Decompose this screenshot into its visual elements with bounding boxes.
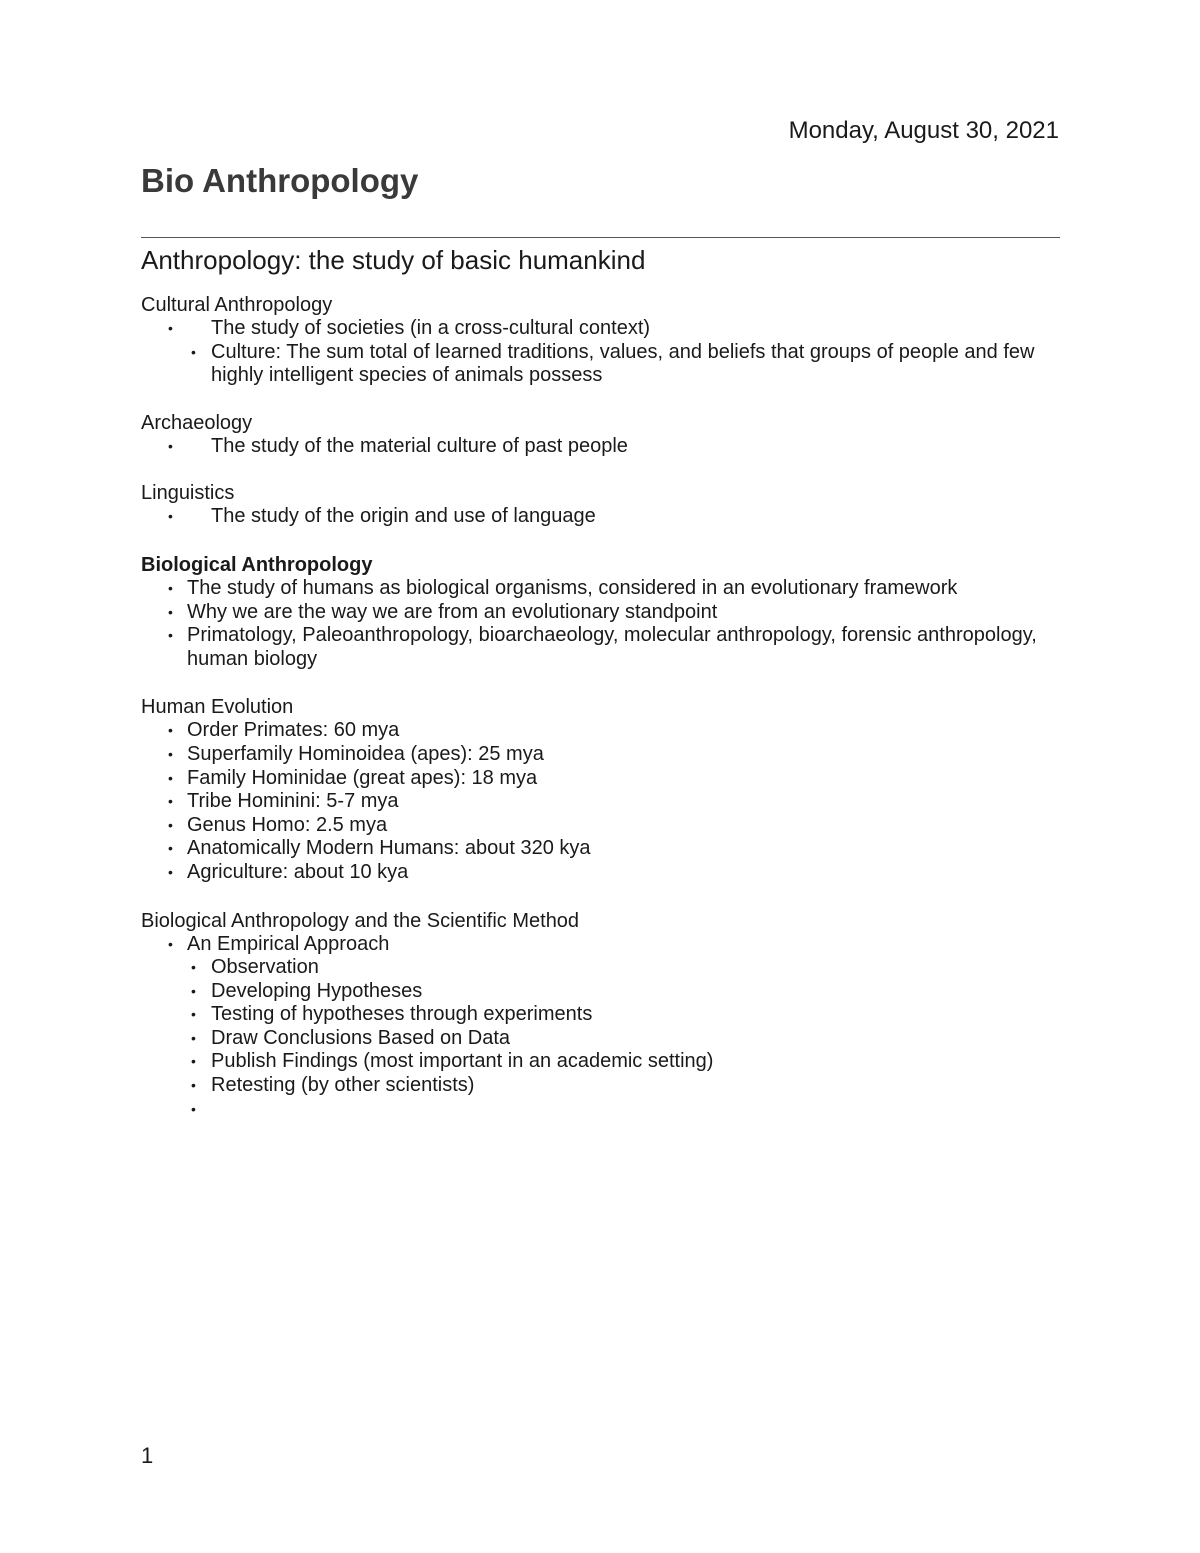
- bullet-icon: •: [191, 959, 196, 976]
- list-item: • The study of the origin and use of language: [168, 505, 596, 528]
- bullet-icon: •: [168, 508, 173, 525]
- bullet-icon: •: [168, 722, 173, 739]
- list-item-empty: [141, 1098, 1060, 1122]
- bullet-icon: •: [191, 982, 196, 999]
- section-title: Archaeology: [141, 411, 253, 434]
- bullet-icon: •: [191, 1077, 196, 1094]
- bullet-list: [141, 317, 1060, 388]
- document-title: Bio Anthropology: [141, 162, 419, 199]
- list-item: • The study of the material culture of past people: [168, 434, 628, 457]
- bullet-icon: •: [191, 1053, 196, 1070]
- bullet-icon: •: [168, 816, 173, 833]
- section-title: Human Evolution: [141, 696, 294, 719]
- bullet-icon: •: [168, 603, 173, 620]
- section-archaeology: [141, 411, 1060, 459]
- bullet-list: [141, 435, 1060, 459]
- list-item: • Testing of hypotheses through experiments: [191, 1003, 593, 1026]
- section-linguistics: [141, 481, 1060, 529]
- list-item: • Draw Conclusions Based on Data: [191, 1026, 511, 1049]
- bullet-icon: •: [168, 437, 173, 454]
- bullet-icon: •: [168, 579, 173, 596]
- list-item: • Developing Hypotheses: [191, 979, 423, 1002]
- list-item: • Observation: [191, 956, 319, 979]
- main-heading: Anthropology: the study of basic humankind: [141, 245, 646, 275]
- section-biological-anthropology: [141, 553, 1060, 671]
- list-item: • Culture: The sum total of learned traditions, values, and beliefs that groups of people and few highly intelligent species of animals possess: [191, 340, 1035, 387]
- bullet-list: [141, 933, 1060, 1122]
- list-item: • Anatomically Modern Humans: about 320 kya: [168, 837, 591, 860]
- list-item: • Order Primates: 60 mya: [168, 719, 400, 742]
- list-item: • Family Hominidae (great apes): 18 mya: [168, 766, 538, 789]
- section-human-evolution: [141, 695, 1060, 884]
- section-title: Biological Anthropology and the Scientific Method: [141, 909, 580, 932]
- list-item: • The study of humans as biological organisms, considered in an evolutionary framework: [168, 576, 958, 599]
- section-title: Biological Anthropology: [141, 553, 373, 576]
- section-cultural-anthropology: [141, 293, 1060, 388]
- document-body: [141, 243, 1060, 1121]
- title-divider: [141, 237, 1060, 238]
- bullet-icon: •: [168, 745, 173, 762]
- list-item: • Why we are the way we are from an evolutionary standpoint: [168, 600, 718, 623]
- bullet-icon: •: [168, 320, 173, 336]
- page-number: 1: [141, 1443, 154, 1468]
- list-item: • Retesting (by other scientists): [191, 1074, 475, 1097]
- bullet-icon: •: [191, 1006, 196, 1023]
- document-date: Monday, August 30, 2021: [788, 117, 1059, 144]
- bullet-icon: •: [168, 840, 173, 857]
- list-item: • An Empirical Approach: [168, 932, 390, 955]
- bullet-icon: •: [168, 627, 173, 644]
- bullet-icon: •: [168, 769, 173, 786]
- bullet-icon: •: [191, 1029, 196, 1046]
- bullet-icon: •: [191, 1100, 196, 1117]
- list-item: • Publish Findings (most important in an academic setting): [191, 1050, 714, 1073]
- section-title: Linguistics: [141, 482, 235, 505]
- list-item: • The study of societies (in a cross-cultural context): [168, 317, 651, 339]
- list-item: • Tribe Hominini: 5-7 mya: [168, 790, 399, 813]
- list-item: • Genus Homo: 2.5 mya: [168, 813, 388, 836]
- bullet-icon: •: [168, 793, 173, 810]
- bullet-list: [141, 505, 1060, 529]
- list-item: • Superfamily Hominoidea (apes): 25 mya: [168, 742, 544, 765]
- list-item: • Agriculture: about 10 kya: [168, 860, 409, 883]
- list-item: • Primatology, Paleoanthropology, bioarchaeology, molecular anthropology, forensic anthropology, human biology: [168, 624, 1037, 670]
- bullet-icon: •: [191, 343, 196, 360]
- bullet-icon: •: [168, 935, 173, 952]
- section-title: Cultural Anthropology: [141, 294, 333, 316]
- bullet-list: [141, 577, 1060, 671]
- bullet-icon: •: [168, 863, 173, 880]
- bullet-list: [141, 719, 1060, 884]
- section-scientific-method: [141, 909, 1060, 1122]
